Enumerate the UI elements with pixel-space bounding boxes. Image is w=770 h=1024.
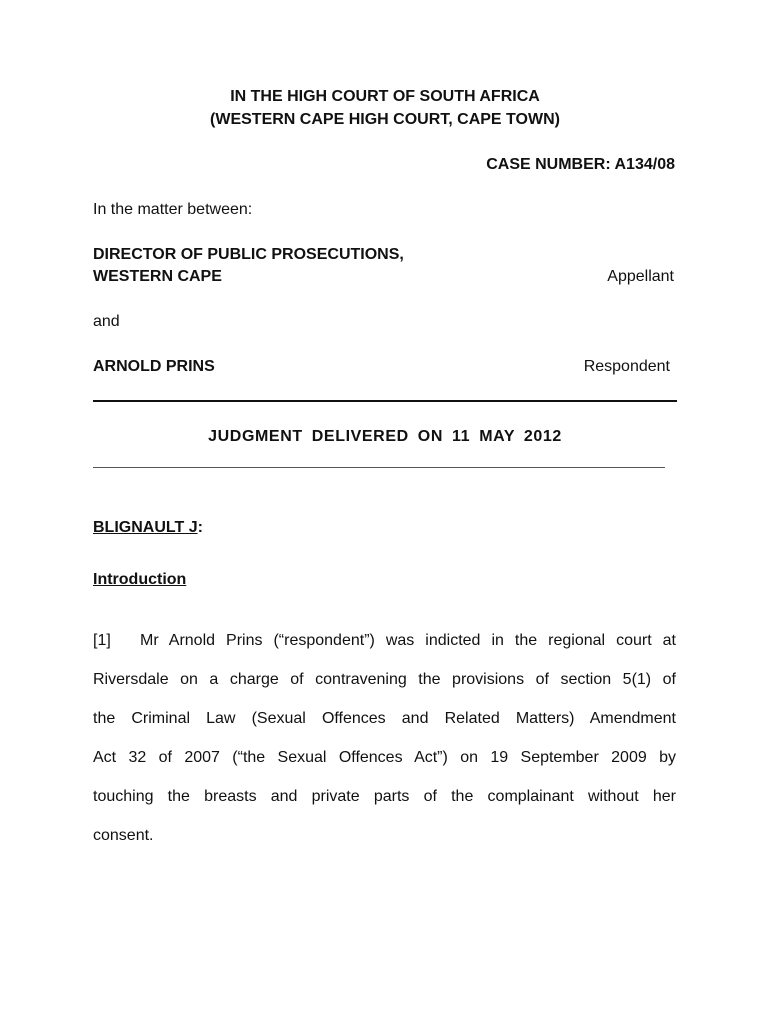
judge-name: BLIGNAULT J [93,519,198,536]
appellant-name-line2: WESTERN CAPE [93,268,222,285]
paragraph-line: the Criminal Law (Sexual Offences and Related Matters) Amendment [93,710,676,727]
respondent-role: Respondent [583,358,670,375]
paragraph-line: consent. [93,827,154,844]
paragraph-line: touching the breasts and private parts of the complainant without her [93,788,676,805]
paragraph-line: Riversdale on a charge of contravening the provisions of section 5(1) of [93,671,676,688]
appellant-name-line1: DIRECTOR OF PUBLIC PROSECUTIONS, [93,246,404,263]
judge-heading [93,519,203,537]
court-subtitle: (WESTERN CAPE HIGH COURT, CAPE TOWN) [210,111,560,128]
respondent-name: ARNOLD PRINS [93,358,215,375]
section-heading: Introduction [93,571,187,588]
divider-thick [93,400,677,402]
paragraph-number: [1] [93,632,111,649]
paragraph-line [93,621,676,660]
paragraph-1 [93,621,676,855]
divider-thin [93,467,665,468]
appellant-role: Appellant [607,268,674,285]
judge-suffix: : [197,519,203,536]
and-text: and [93,313,120,330]
court-title: IN THE HIGH COURT OF SOUTH AFRICA [230,88,540,105]
matter-intro: In the matter between: [93,201,253,218]
paragraph-line-text: Mr Arnold Prins (“respondent”) was indicted in the regional court at [140,632,676,649]
judgment-heading: JUDGMENT DELIVERED ON 11 MAY 2012 [208,428,562,445]
paragraph-line: Act 32 of 2007 (“the Sexual Offences Act”) on 19 September 2009 by [93,749,676,766]
case-number: CASE NUMBER: A134/08 [486,156,675,173]
